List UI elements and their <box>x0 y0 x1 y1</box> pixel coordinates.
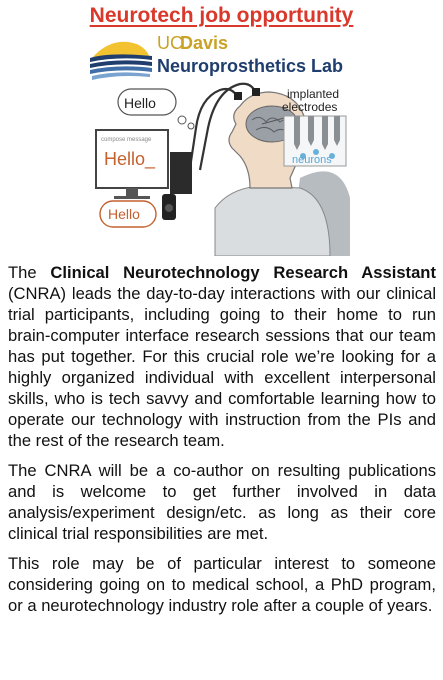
role-title: Clinical Neurotechnology Research Assistant <box>50 263 436 282</box>
electrodes-label-line1: implanted <box>287 87 340 101</box>
headline: Neurotech job opportunity <box>89 4 354 27</box>
paragraph-2: The CNRA will be a co-author on resulting publications and is welcome to get further involved in data analysis/experiment design/etc. as long as their core clinical trial responsibilities are met. <box>8 461 436 543</box>
neurons-label: neurons <box>292 154 332 166</box>
job-description <box>8 262 436 625</box>
implant-pedestal <box>234 92 242 100</box>
paragraph-1: The Clinical Neurotechnology Research Assistant (CNRA) leads the day-to-day interactions with our clinical trial participants, including going to their home to run brain-computer interface research sessions that our team has put together. For this crucial role we’re looking for a highly organized individual with excellent interpersonal skills, who is tech savvy and comfortable learning how to operate our technology with instruction from the PIs and the rest of the research team. <box>8 263 436 450</box>
implant-cable <box>190 89 238 168</box>
speech-bubble-text: Hello <box>108 206 140 222</box>
logo-uc: UC <box>157 33 183 53</box>
speaker <box>162 194 176 220</box>
thought-bubble-text: Hello <box>124 95 156 111</box>
ucdavis-wave-logo <box>90 42 152 80</box>
logo-davis: Davis <box>180 33 229 53</box>
electrodes-label-line2: electrodes <box>282 100 338 114</box>
lab-illustration <box>0 28 443 256</box>
monitor-text: Hello_ <box>104 149 156 169</box>
logo-lab-name: Neuroprosthetics Lab <box>157 56 344 76</box>
computer-tower <box>170 152 192 194</box>
implant-pedestal <box>252 88 260 96</box>
paragraph-3: This role may be of particular interest to someone considering going on to medical school, a PhD program, or a neurotechnology industry role after a couple of years. <box>8 554 436 615</box>
monitor-label: compose message <box>101 137 152 143</box>
